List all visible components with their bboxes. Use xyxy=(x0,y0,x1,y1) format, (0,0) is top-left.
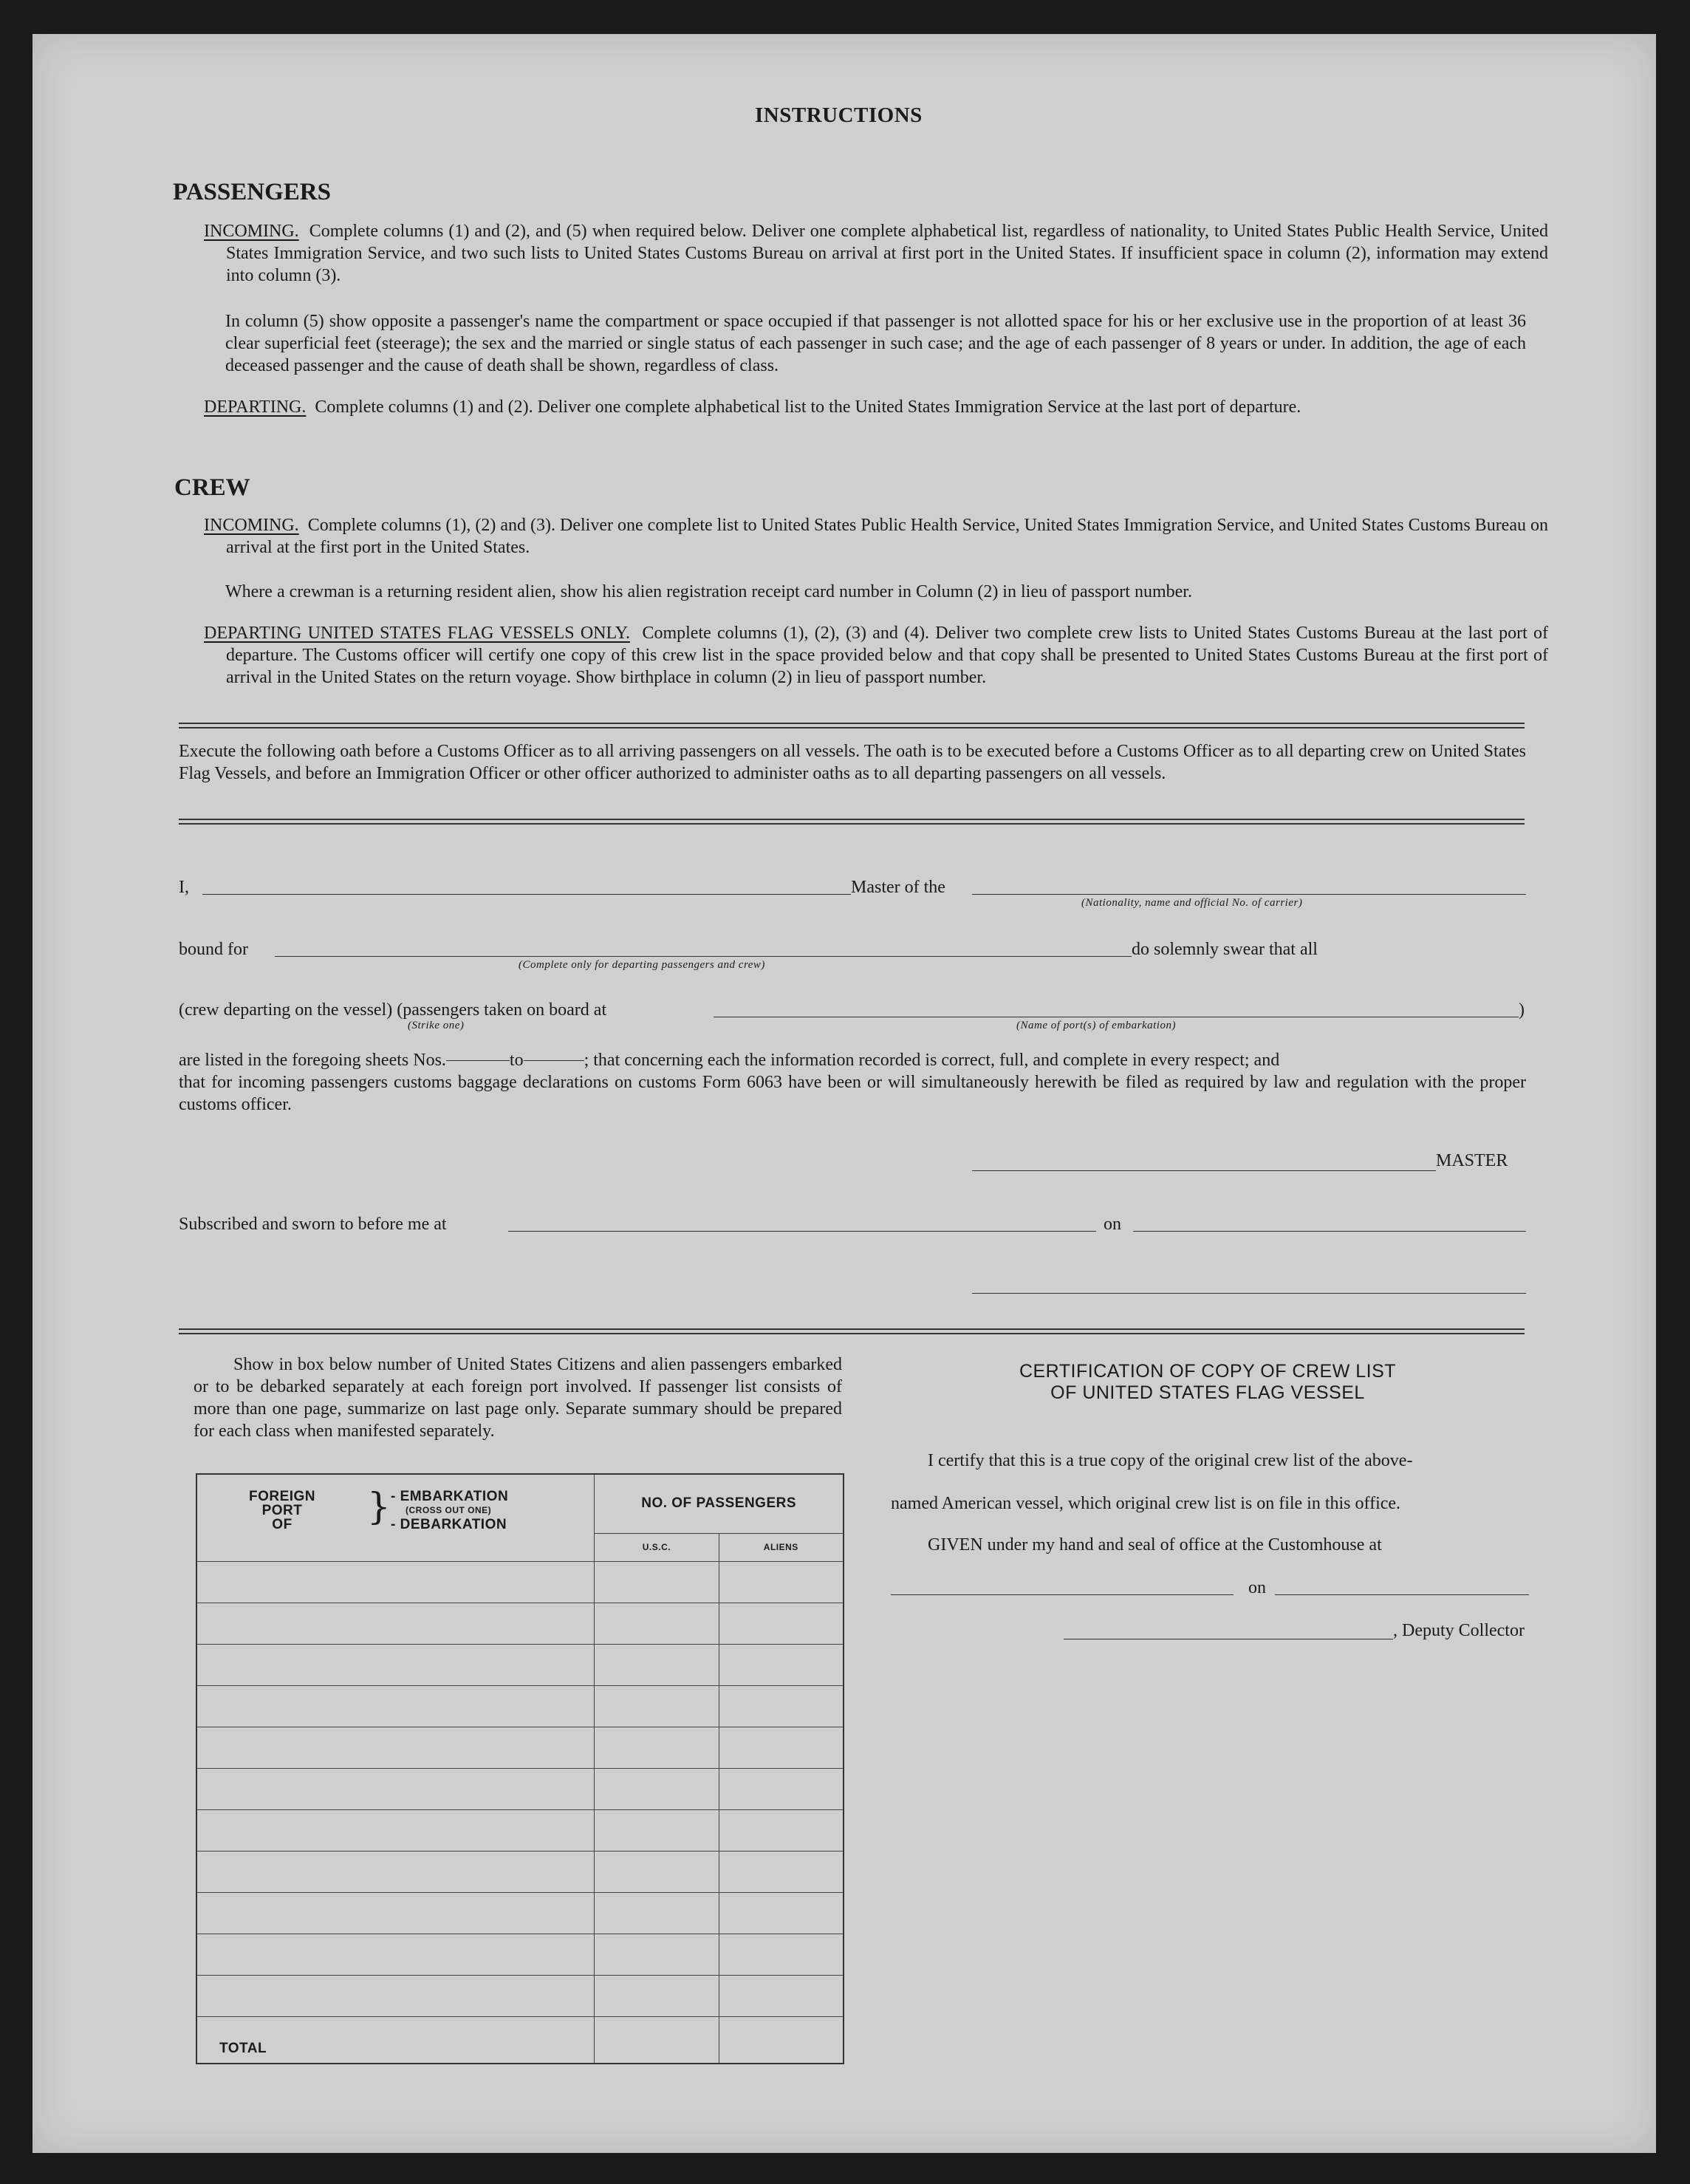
usc-cell[interactable] xyxy=(595,1851,719,1892)
sworn-on-label: on xyxy=(1104,1215,1121,1234)
crew-departing-paragraph xyxy=(204,622,1548,689)
listed-sheets-a: are listed in the foregoing sheets Nos. xyxy=(179,1051,446,1070)
usc-cell[interactable] xyxy=(595,1809,719,1851)
certify-line1: I certify that this is a true copy of the original crew list of the above- xyxy=(928,1451,1413,1470)
customhouse-field[interactable] xyxy=(891,1594,1234,1595)
usc-total-cell[interactable] xyxy=(595,2016,719,2064)
section-divider xyxy=(179,723,1525,728)
section-divider xyxy=(179,819,1525,825)
aliens-cell[interactable] xyxy=(719,1603,844,1644)
sheets-to-field[interactable] xyxy=(524,1060,584,1061)
bound-for-label: bound for xyxy=(179,940,248,959)
sworn-location-field[interactable] xyxy=(508,1231,1096,1232)
passengers-incoming-paragraph xyxy=(204,220,1548,287)
aliens-cell[interactable] xyxy=(719,1561,844,1603)
port-cell[interactable] xyxy=(196,1603,595,1644)
subscribed-label: Subscribed and sworn to before me at xyxy=(179,1215,447,1234)
embarkation-caption: (Name of port(s) of embarkation) xyxy=(1016,1020,1176,1031)
usc-cell[interactable] xyxy=(595,1934,719,1975)
usc-cell[interactable] xyxy=(595,1561,719,1603)
given-line: GIVEN under my hand and seal of office at the Customhouse at xyxy=(928,1535,1382,1555)
sworn-date-field[interactable] xyxy=(1133,1231,1526,1232)
oath-i-label: I, xyxy=(179,878,189,897)
crew-heading: CREW xyxy=(174,474,250,501)
listed-sheets-b: ; that concerning each the information recorded is correct, full, and complete in every respect; and xyxy=(584,1051,1280,1070)
aliens-cell[interactable] xyxy=(719,1851,844,1892)
port-label: PORT xyxy=(261,1503,303,1518)
close-paren: ) xyxy=(1519,1000,1525,1020)
port-cell[interactable] xyxy=(196,1727,595,1768)
embarkation-label: - EMBARKATION xyxy=(391,1489,509,1504)
crew-incoming-paragraph xyxy=(204,514,1548,559)
port-cell[interactable] xyxy=(196,1851,595,1892)
aliens-cell[interactable] xyxy=(719,1685,844,1727)
sheets-from-field[interactable] xyxy=(446,1060,510,1061)
aliens-cell[interactable] xyxy=(719,1892,844,1934)
passenger-summary-table xyxy=(196,1473,844,2064)
bound-for-caption: (Complete only for departing passengers and crew) xyxy=(519,959,765,971)
brace-icon: } xyxy=(367,1485,391,1528)
passengers-incoming-label: INCOMING. xyxy=(204,222,299,241)
passengers-departing-label: DEPARTING. xyxy=(204,397,307,417)
foreign-label: FOREIGN xyxy=(248,1489,316,1504)
port-header xyxy=(196,1474,595,1561)
cross-out-label: (CROSS OUT ONE) xyxy=(406,1505,492,1515)
to-label: to xyxy=(509,1051,524,1070)
certify-date-field[interactable] xyxy=(1275,1594,1529,1595)
port-cell[interactable] xyxy=(196,1809,595,1851)
aliens-cell[interactable] xyxy=(719,1975,844,2016)
aliens-cell[interactable] xyxy=(719,1809,844,1851)
passengers-incoming-text: Complete columns (1) and (2), and (5) when required below. Deliver one complete alphabetical list, regardless of nationality, to United States Public Health Service, United States Immigration Service, and two such lists to United States Customs Bureau on arrival at first port in the United States. If insufficient space in column (2), information may extend into column (3). xyxy=(226,222,1549,285)
certify-on-label: on xyxy=(1248,1578,1266,1597)
certification-title xyxy=(931,1361,1485,1404)
aliens-cell[interactable] xyxy=(719,1934,844,1975)
port-cell[interactable] xyxy=(196,1561,595,1603)
crew-departing-text: Complete columns (1), (2), (3) and (4). Deliver two complete crew lists to United States Customs Bureau at the last port of departure. The Customs officer will certify one copy of this crew list in the space provided below and that copy shall be presented to United States Customs Bureau at the first port of arrival in the United States on the return voyage. Show birthplace in column (2) in lieu of passport number. xyxy=(226,624,1548,687)
aliens-cell[interactable] xyxy=(719,1768,844,1809)
port-cell[interactable] xyxy=(196,1892,595,1934)
vessel-field[interactable] xyxy=(972,894,1526,895)
section-divider xyxy=(179,1328,1525,1334)
aliens-cell[interactable] xyxy=(719,1727,844,1768)
aliens-header: ALIENS xyxy=(719,1533,844,1561)
aliens-total-cell[interactable] xyxy=(719,2016,844,2064)
no-of-passengers-header: NO. OF PASSENGERS xyxy=(595,1474,844,1533)
strike-one-caption: (Strike one) xyxy=(408,1020,465,1031)
passengers-column5-paragraph: In column (5) show opposite a passenger's name the compartment or space occupied if that passenger is not allotted space for his or her exclusive use in the proportion of at least 36 clear superficial feet (steerage); the sex and the married or single status of each passenger in such case; and the age of each passenger of 8 years or under. In addition, the age of each deceased passenger and the cause of death shall be shown, regardless of class. xyxy=(225,312,1526,375)
usc-cell[interactable] xyxy=(595,1892,719,1934)
debarkation-label: - DEBARKATION xyxy=(391,1517,507,1532)
aliens-cell[interactable] xyxy=(719,1644,844,1685)
certification-title-line1: CERTIFICATION OF COPY OF CREW LIST xyxy=(1019,1361,1397,1382)
usc-header: U.S.C. xyxy=(595,1533,719,1561)
deputy-collector-label: , Deputy Collector xyxy=(1393,1621,1525,1640)
page-title: INSTRUCTIONS xyxy=(755,103,923,127)
summary-note: Show in box below number of United States Citizens and alien passengers embarked or to be debarked separately at each foreign port involved. If passenger list consists of more than one page, summarize on last page only. Separate summary should be prepared for each class when manifested separately. xyxy=(194,1355,842,1441)
bound-for-field[interactable] xyxy=(275,956,1132,957)
crew-departing-text-label: (crew departing on the vessel) (passengers taken on board at xyxy=(179,1000,607,1020)
passengers-departing-paragraph xyxy=(204,396,1548,418)
usc-cell[interactable] xyxy=(595,1603,719,1644)
usc-cell[interactable] xyxy=(595,1768,719,1809)
crew-resident-paragraph: Where a crewman is a returning resident alien, show his alien registration receipt card number in Column (2) in lieu of passport number. xyxy=(225,582,1192,601)
master-of-the-label: Master of the xyxy=(851,878,945,897)
port-cell[interactable] xyxy=(196,1644,595,1685)
usc-cell[interactable] xyxy=(595,1975,719,2016)
passengers-departing-text: Complete columns (1) and (2). Deliver one complete alphabetical list to the United States Immigration Service at the last port of departure. xyxy=(315,397,1301,417)
certification-title-line2: OF UNITED STATES FLAG VESSEL xyxy=(1050,1382,1365,1403)
crew-incoming-label: INCOMING. xyxy=(204,516,299,535)
port-cell[interactable] xyxy=(196,1934,595,1975)
master-name-field[interactable] xyxy=(202,894,851,895)
usc-cell[interactable] xyxy=(595,1644,719,1685)
master-label: MASTER xyxy=(1436,1151,1508,1170)
vessel-field-caption: (Nationality, name and official No. of carrier) xyxy=(1081,897,1303,909)
total-label: TOTAL xyxy=(196,2016,595,2064)
port-cell[interactable] xyxy=(196,1975,595,2016)
port-cell[interactable] xyxy=(196,1768,595,1809)
passengers-heading: PASSENGERS xyxy=(173,179,331,205)
certify-line2: named American vessel, which original crew list is on file in this office. xyxy=(891,1494,1401,1513)
officer-signature-field[interactable] xyxy=(972,1293,1526,1294)
swear-text: do solemnly swear that all xyxy=(1132,940,1318,959)
crew-departing-label: DEPARTING UNITED STATES FLAG VESSELS ONLY. xyxy=(204,624,630,643)
port-cell[interactable] xyxy=(196,1685,595,1727)
oath-instructions: Execute the following oath before a Customs Officer as to all arriving passengers on all vessels. The oath is to be executed before a Customs Officer as to all departing crew on United States Flag Vessels, and before an Immigration Officer or other officer authorized to administer oaths as to all departing passengers on all vessels. xyxy=(179,742,1526,783)
usc-cell[interactable] xyxy=(595,1727,719,1768)
listed-sheets-text xyxy=(179,1049,1526,1071)
master-signature-field[interactable] xyxy=(972,1170,1436,1171)
usc-cell[interactable] xyxy=(595,1685,719,1727)
crew-incoming-text: Complete columns (1), (2) and (3). Deliver one complete list to United States Public Health Service, United States Immigration Service, and United States Customs Bureau on arrival at the first port in the United States. xyxy=(226,516,1549,557)
customs-declaration-text: that for incoming passengers customs baggage declarations on customs Form 6063 have been or will simultaneously herewith be filed as required by law and regulation with the proper customs officer. xyxy=(179,1073,1526,1114)
of-label: OF xyxy=(272,1517,292,1532)
